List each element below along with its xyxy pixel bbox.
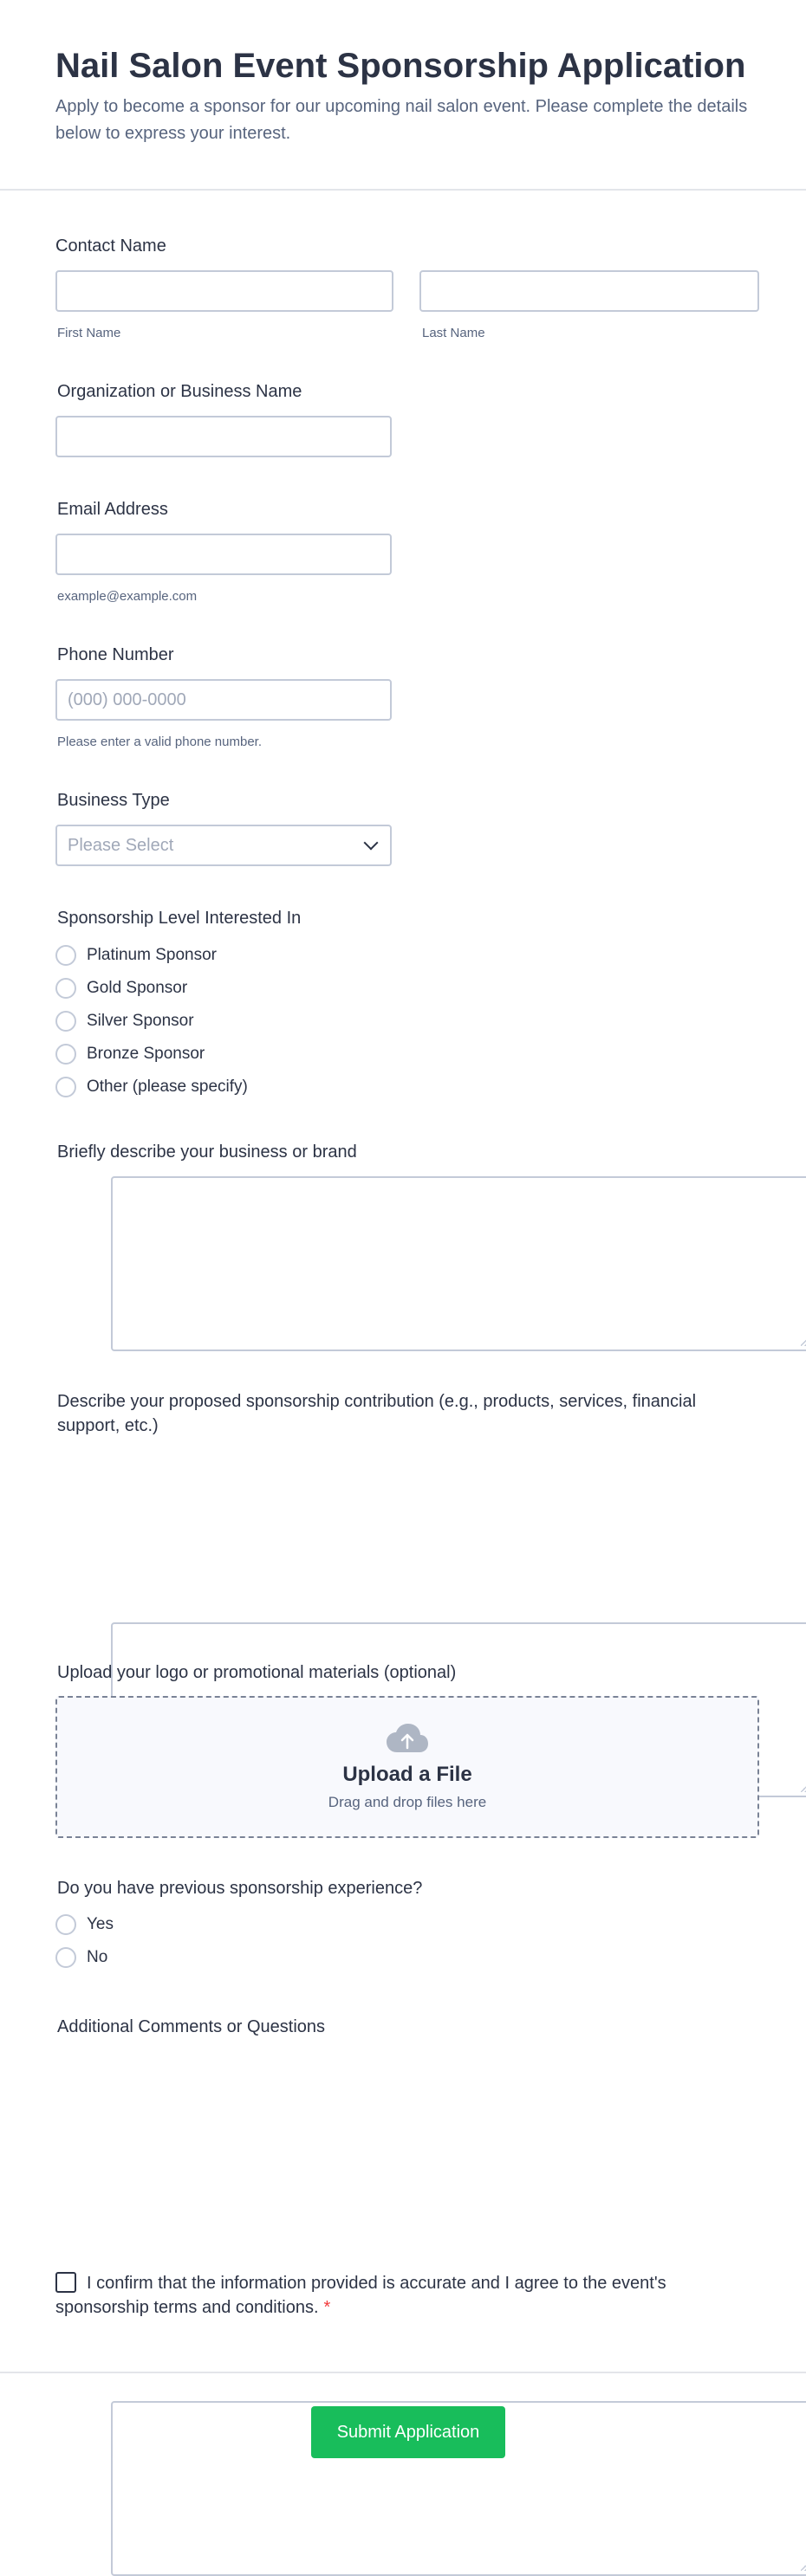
radio-button[interactable] [55, 1077, 76, 1097]
radio-option[interactable] [55, 939, 248, 972]
radio-option-label: Silver Sponsor [87, 1012, 194, 1030]
business-type-label: Business Type [57, 791, 170, 810]
business-type-selected: Please Select [68, 835, 174, 855]
experience-label: Do you have previous sponsorship experience? [57, 1879, 423, 1898]
sponsorship-level-label: Sponsorship Level Interested In [57, 909, 302, 928]
chevron-down-icon [364, 836, 379, 851]
business-description-label: Briefly describe your business or brand [57, 1142, 357, 1162]
radio-button[interactable] [55, 1011, 76, 1032]
radio-option[interactable] [55, 1908, 114, 1941]
radio-option[interactable] [55, 1941, 114, 1974]
sponsorship-level-options [55, 939, 248, 1104]
business-description-textarea[interactable] [111, 1176, 806, 1351]
radio-option[interactable] [55, 1071, 248, 1104]
page-subtitle: Apply to become a sponsor for our upcoming nail salon event. Please complete the details below to express your interest. [55, 97, 748, 143]
last-name-input[interactable] [419, 270, 759, 312]
resize-handle-icon[interactable] [801, 1783, 806, 1792]
email-label: Email Address [57, 500, 168, 519]
radio-option-label: No [87, 1948, 108, 1966]
phone-input[interactable] [55, 679, 392, 721]
resize-handle-icon[interactable] [801, 2562, 806, 2571]
confirm-field [55, 2271, 679, 2320]
radio-option-label: Gold Sponsor [87, 979, 188, 997]
comments-label: Additional Comments or Questions [57, 2017, 326, 2036]
contribution-label: Describe your proposed sponsorship contribution (e.g., products, services, financial support, etc.) [57, 1392, 697, 1435]
first-name-input[interactable] [55, 270, 393, 312]
upload-title: Upload a File [342, 1763, 472, 1786]
upload-label: Upload your logo or promotional materials (optional) [57, 1663, 457, 1682]
radio-option[interactable] [55, 1038, 248, 1071]
radio-button[interactable] [55, 1044, 76, 1065]
radio-button[interactable] [55, 945, 76, 966]
radio-option[interactable] [55, 1005, 248, 1038]
cloud-upload-icon [386, 1723, 429, 1754]
radio-option-label: Yes [87, 1915, 114, 1933]
organization-label: Organization or Business Name [57, 382, 302, 401]
phone-sublabel: Please enter a valid phone number. [57, 735, 262, 749]
confirm-checkbox[interactable] [55, 2272, 76, 2293]
form-footer [0, 2372, 806, 2500]
form-body [0, 191, 806, 2317]
file-upload-dropzone[interactable] [55, 1696, 759, 1838]
email-sublabel: example@example.com [57, 589, 198, 604]
required-mark: * [323, 2298, 331, 2317]
radio-option-label: Other (please specify) [87, 1078, 248, 1096]
radio-button[interactable] [55, 978, 76, 999]
page-title: Nail Salon Event Sponsorship Application [55, 47, 746, 85]
radio-option-label: Bronze Sponsor [87, 1045, 205, 1063]
submit-button[interactable]: Submit Application [311, 2406, 505, 2458]
experience-options [55, 1908, 114, 1974]
phone-label: Phone Number [57, 645, 174, 664]
contact-name-field [55, 234, 166, 258]
radio-button[interactable] [55, 1914, 76, 1935]
form-header [0, 0, 806, 191]
organization-input[interactable] [55, 416, 392, 457]
email-input[interactable] [55, 534, 392, 575]
business-type-select[interactable] [55, 825, 392, 866]
resize-handle-icon[interactable] [801, 1337, 806, 1346]
last-name-sublabel: Last Name [422, 326, 485, 340]
radio-button[interactable] [55, 1947, 76, 1968]
upload-subtitle: Drag and drop files here [328, 1794, 487, 1810]
radio-option[interactable] [55, 972, 248, 1005]
contact-name-label: Contact Name [55, 236, 166, 256]
first-name-sublabel: First Name [57, 326, 121, 340]
radio-option-label: Platinum Sponsor [87, 946, 217, 964]
confirm-text: I confirm that the information provided is accurate and I agree to the event's sponsorship terms and conditions. [55, 2274, 666, 2317]
